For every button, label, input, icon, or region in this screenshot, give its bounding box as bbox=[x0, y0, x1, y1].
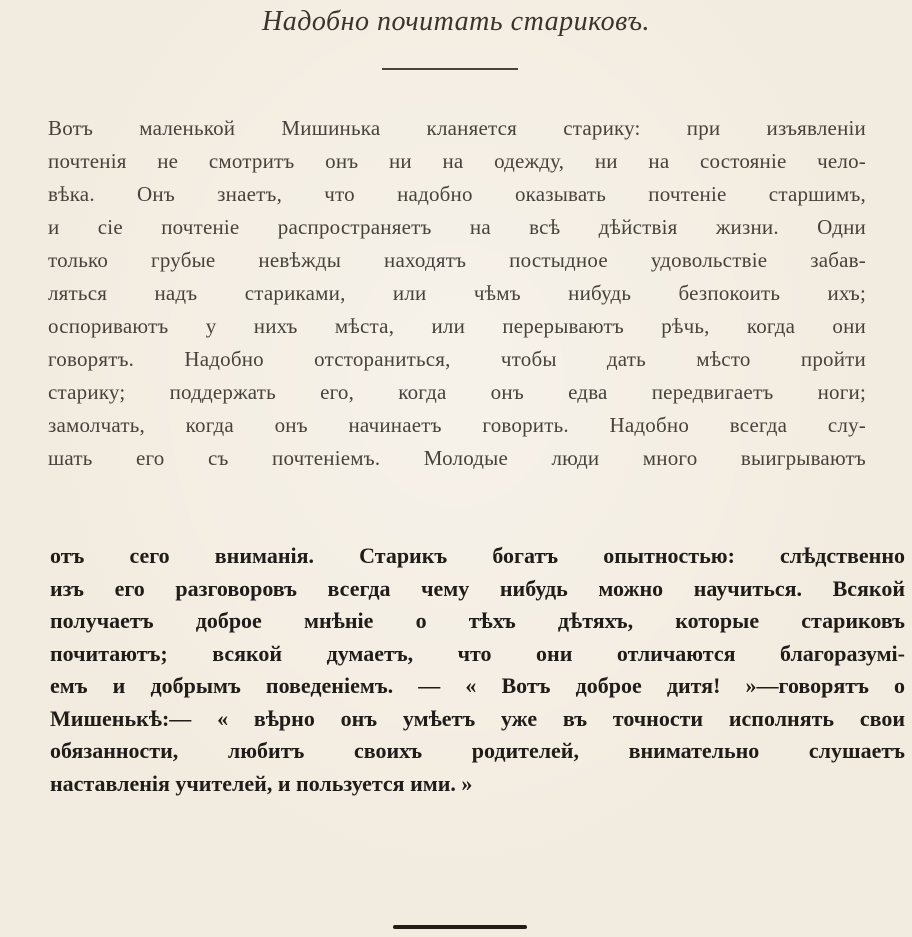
text-line last-line: наставленія учителей, и пользуется ими. » bbox=[50, 770, 473, 796]
text-line: отъ сего вниманія. Старикъ богатъ опытностью: слѣдственно bbox=[50, 543, 905, 568]
paragraph-lower bbox=[50, 540, 905, 800]
text-line: замолчать, когда онъ начинаетъ говорить. Надобно всегда слу- bbox=[48, 413, 866, 437]
text-line: получаетъ доброе мнѣніе о тѣхъ дѣтяхъ, которые стариковъ bbox=[50, 608, 905, 633]
paragraph-upper bbox=[48, 112, 866, 475]
text-line: оспориваютъ у нихъ мѣста, или перерываютъ рѣчь, когда они bbox=[48, 314, 866, 338]
text-line: почтенія не смотритъ онъ ни на одежду, ни на состояніе чело- bbox=[48, 149, 866, 173]
end-divider bbox=[393, 925, 527, 929]
page-title: Надобно почитать стариковъ. bbox=[262, 6, 650, 37]
text-line: емъ и добрымъ поведеніемъ. — « Вотъ доброе дитя! »—говорятъ о bbox=[50, 673, 905, 698]
text-line: говорятъ. Надобно отстораниться, чтобы дать мѣсто пройти bbox=[48, 347, 866, 371]
title-divider bbox=[382, 68, 518, 70]
text-line: ляться надъ стариками, или чѣмъ нибудь безпокоить ихъ; bbox=[48, 281, 866, 305]
text-line: шать его съ почтеніемъ. Молодые люди много выигрываютъ bbox=[48, 446, 866, 470]
text-line: Мишенькѣ:— « вѣрно онъ умѣетъ уже въ точности исполнять свои bbox=[50, 705, 905, 731]
text-line: обязанности, любитъ своихъ родителей, внимательно слушаетъ bbox=[50, 738, 905, 763]
text-line: Вотъ маленькой Мишинька кланяется старику: при изъявленіи bbox=[48, 116, 866, 140]
text-line: вѣка. Онъ знаетъ, что надобно оказывать почтеніе старшимъ, bbox=[48, 182, 866, 206]
text-line: старику; поддержать его, когда онъ едва передвигаетъ ноги; bbox=[48, 380, 866, 404]
text-line: изъ его разговоровъ всегда чему нибудь можно научиться. Всякой bbox=[50, 575, 905, 601]
text-line: и сіе почтеніе распространяетъ на всѣ дѣйствія жизни. Одни bbox=[48, 215, 866, 239]
text-line: только грубые невѣжды находятъ постыдное удовольствіе забав- bbox=[48, 248, 866, 272]
text-line: почитаютъ; всякой думаетъ, что они отличаются благоразумі- bbox=[50, 640, 905, 666]
